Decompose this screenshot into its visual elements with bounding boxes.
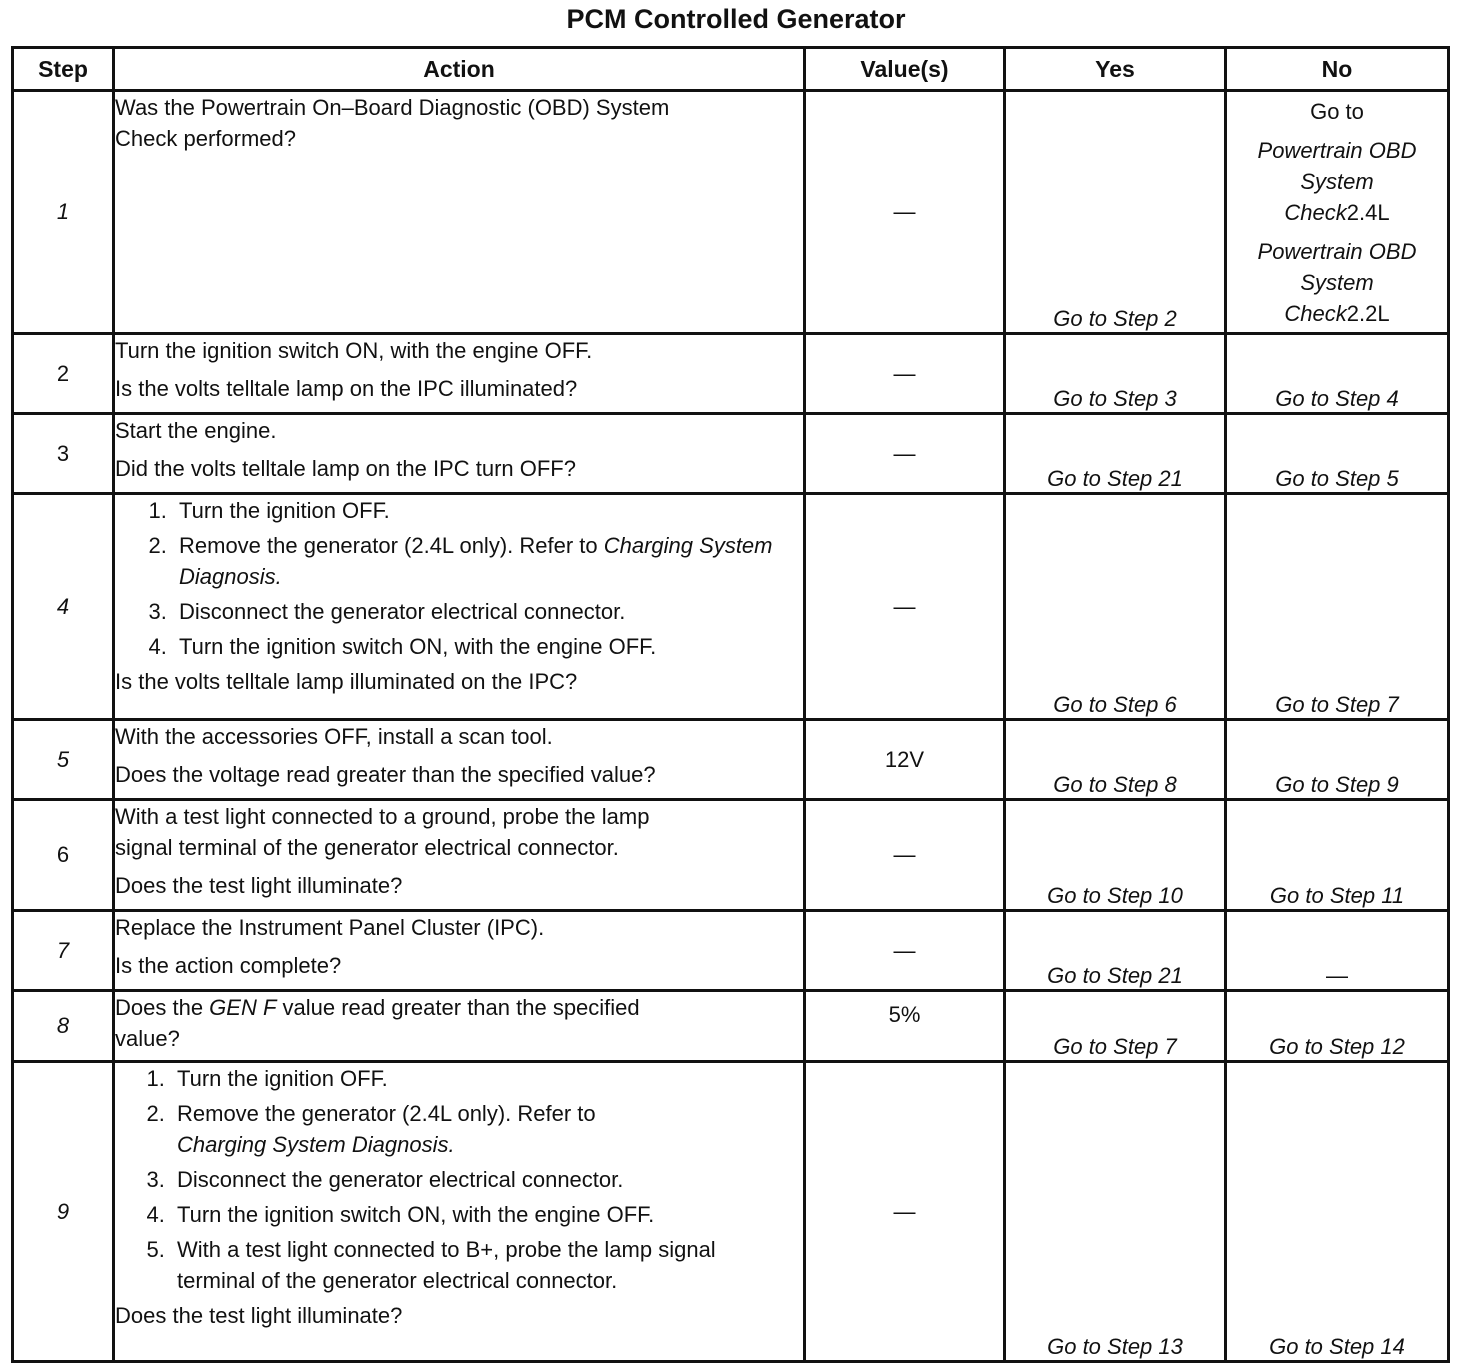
no-ref-engine: 2.2L <box>1346 301 1390 326</box>
step-number: 7 <box>13 911 114 991</box>
action-list-item: 2. Remove the generator (2.4L only). Refer to Charging System Diagnosis. <box>171 1098 803 1160</box>
gen-f-parameter: GEN F <box>209 995 277 1020</box>
action-cell <box>114 414 805 494</box>
value-cell: 5% <box>805 991 1005 1062</box>
action-question: Is the volts telltale lamp on the IPC illuminated? <box>115 376 578 401</box>
action-text: Check performed? <box>115 126 296 151</box>
yes-link[interactable]: Go to Step 13 <box>1005 1062 1226 1362</box>
yes-link[interactable]: Go to Step 2 <box>1005 91 1226 334</box>
header-step: Step <box>13 48 114 91</box>
action-cell <box>114 494 805 720</box>
action-question: Is the volts telltale lamp illuminated on the IPC? <box>115 669 578 694</box>
action-list-item: 2. Remove the generator (2.4L only). Refer to Charging System Diagnosis. <box>173 530 803 592</box>
diagnostic-table <box>11 46 1450 1363</box>
action-text: value? <box>115 1026 180 1051</box>
no-ref-line: System <box>1300 169 1374 194</box>
no-cell: — <box>1226 911 1449 991</box>
action-list-item: 1. Turn the ignition OFF. <box>171 1063 803 1094</box>
value-cell: — <box>805 911 1005 991</box>
action-question: Does the test light illuminate? <box>115 1303 403 1328</box>
header-yes: Yes <box>1005 48 1226 91</box>
step-number: 3 <box>13 414 114 494</box>
action-cell <box>114 800 805 911</box>
no-link[interactable]: Go to Step 14 <box>1226 1062 1449 1362</box>
no-ref-line: Powertrain OBD <box>1257 239 1417 264</box>
value-cell: 12V <box>805 720 1005 800</box>
action-cell <box>114 91 805 334</box>
action-list-item: 1. Turn the ignition OFF. <box>173 495 803 526</box>
action-list-item: 4. Turn the ignition switch ON, with the engine OFF. <box>173 631 803 662</box>
step-number: 9 <box>13 1062 114 1362</box>
step-number: 4 <box>13 494 114 720</box>
action-question: Is the action complete? <box>115 953 342 978</box>
value-cell: — <box>805 334 1005 414</box>
no-cell <box>1226 91 1449 334</box>
action-text: Replace the Instrument Panel Cluster (IPC). <box>115 915 545 940</box>
no-ref-line: Check <box>1284 301 1347 326</box>
value-cell: — <box>805 91 1005 334</box>
header-no: No <box>1226 48 1449 91</box>
action-list-item: 5. With a test light connected to B+, probe the lamp signal terminal of the generator electrical connector. <box>171 1234 803 1296</box>
yes-link[interactable]: Go to Step 7 <box>1005 991 1226 1062</box>
page-title: PCM Controlled Generator <box>566 4 906 34</box>
action-cell <box>114 334 805 414</box>
action-cell <box>114 1062 805 1362</box>
ref-link[interactable]: Charging System Diagnosis <box>179 533 773 589</box>
table-row <box>13 991 1449 1062</box>
header-row <box>13 48 1449 91</box>
action-question: Does the voltage read greater than the specified value? <box>115 762 656 787</box>
table-row <box>13 334 1449 414</box>
no-link[interactable]: Go to Step 7 <box>1226 494 1449 720</box>
action-text: Start the engine. <box>115 418 277 443</box>
no-link[interactable]: Go to Step 9 <box>1226 720 1449 800</box>
table-row <box>13 414 1449 494</box>
action-question: Did the volts telltale lamp on the IPC turn OFF? <box>115 456 576 481</box>
action-text: Turn the ignition switch ON, with the engine OFF. <box>115 338 593 363</box>
yes-link[interactable]: Go to Step 8 <box>1005 720 1226 800</box>
yes-link[interactable]: Go to Step 3 <box>1005 334 1226 414</box>
action-cell <box>114 911 805 991</box>
no-ref-link[interactable] <box>1227 135 1447 228</box>
table-row <box>13 91 1449 334</box>
header-action: Action <box>114 48 805 91</box>
table-row <box>13 1062 1449 1362</box>
action-text: With a test light connected to a ground, probe the lamp <box>115 804 650 829</box>
yes-link[interactable]: Go to Step 21 <box>1005 414 1226 494</box>
no-link[interactable]: Go to Step 12 <box>1226 991 1449 1062</box>
value-cell: — <box>805 414 1005 494</box>
action-question: Does the test light illuminate? <box>115 873 403 898</box>
table-row <box>13 494 1449 720</box>
action-cell <box>114 720 805 800</box>
yes-link[interactable]: Go to Step 6 <box>1005 494 1226 720</box>
action-cell <box>114 991 805 1062</box>
step-number: 8 <box>13 991 114 1062</box>
value-cell: — <box>805 494 1005 720</box>
header-values: Value(s) <box>805 48 1005 91</box>
ref-link[interactable]: Charging System Diagnosis <box>177 1132 449 1157</box>
no-ref-line: System <box>1300 270 1374 295</box>
action-text: Was the Powertrain On–Board Diagnostic (OBD) System <box>115 95 670 120</box>
value-cell: — <box>805 1062 1005 1362</box>
action-list-item: 3. Disconnect the generator electrical connector. <box>173 596 803 627</box>
step-number: 1 <box>13 91 114 334</box>
action-text: With the accessories OFF, install a scan tool. <box>115 724 553 749</box>
no-ref-engine: 2.4L <box>1346 200 1390 225</box>
yes-link[interactable]: Go to Step 21 <box>1005 911 1226 991</box>
step-number: 6 <box>13 800 114 911</box>
table-row <box>13 720 1449 800</box>
no-link[interactable]: Go to Step 5 <box>1226 414 1449 494</box>
table-row <box>13 800 1449 911</box>
yes-link[interactable]: Go to Step 10 <box>1005 800 1226 911</box>
no-link[interactable]: Go to Step 4 <box>1226 334 1449 414</box>
no-ref-line: Check <box>1284 200 1347 225</box>
action-list-item: 4. Turn the ignition switch ON, with the engine OFF. <box>171 1199 803 1230</box>
step-number: 2 <box>13 334 114 414</box>
no-ref-link[interactable] <box>1227 236 1447 329</box>
value-cell: — <box>805 800 1005 911</box>
no-goto-text: Go to <box>1310 99 1364 124</box>
action-question: Does the GEN F value read greater than the specified <box>115 995 640 1020</box>
no-ref-line: Powertrain OBD <box>1257 138 1417 163</box>
table-row <box>13 911 1449 991</box>
no-link[interactable]: Go to Step 11 <box>1226 800 1449 911</box>
action-text: signal terminal of the generator electrical connector. <box>115 835 619 860</box>
step-number: 5 <box>13 720 114 800</box>
action-list-item: 3. Disconnect the generator electrical connector. <box>171 1164 803 1195</box>
